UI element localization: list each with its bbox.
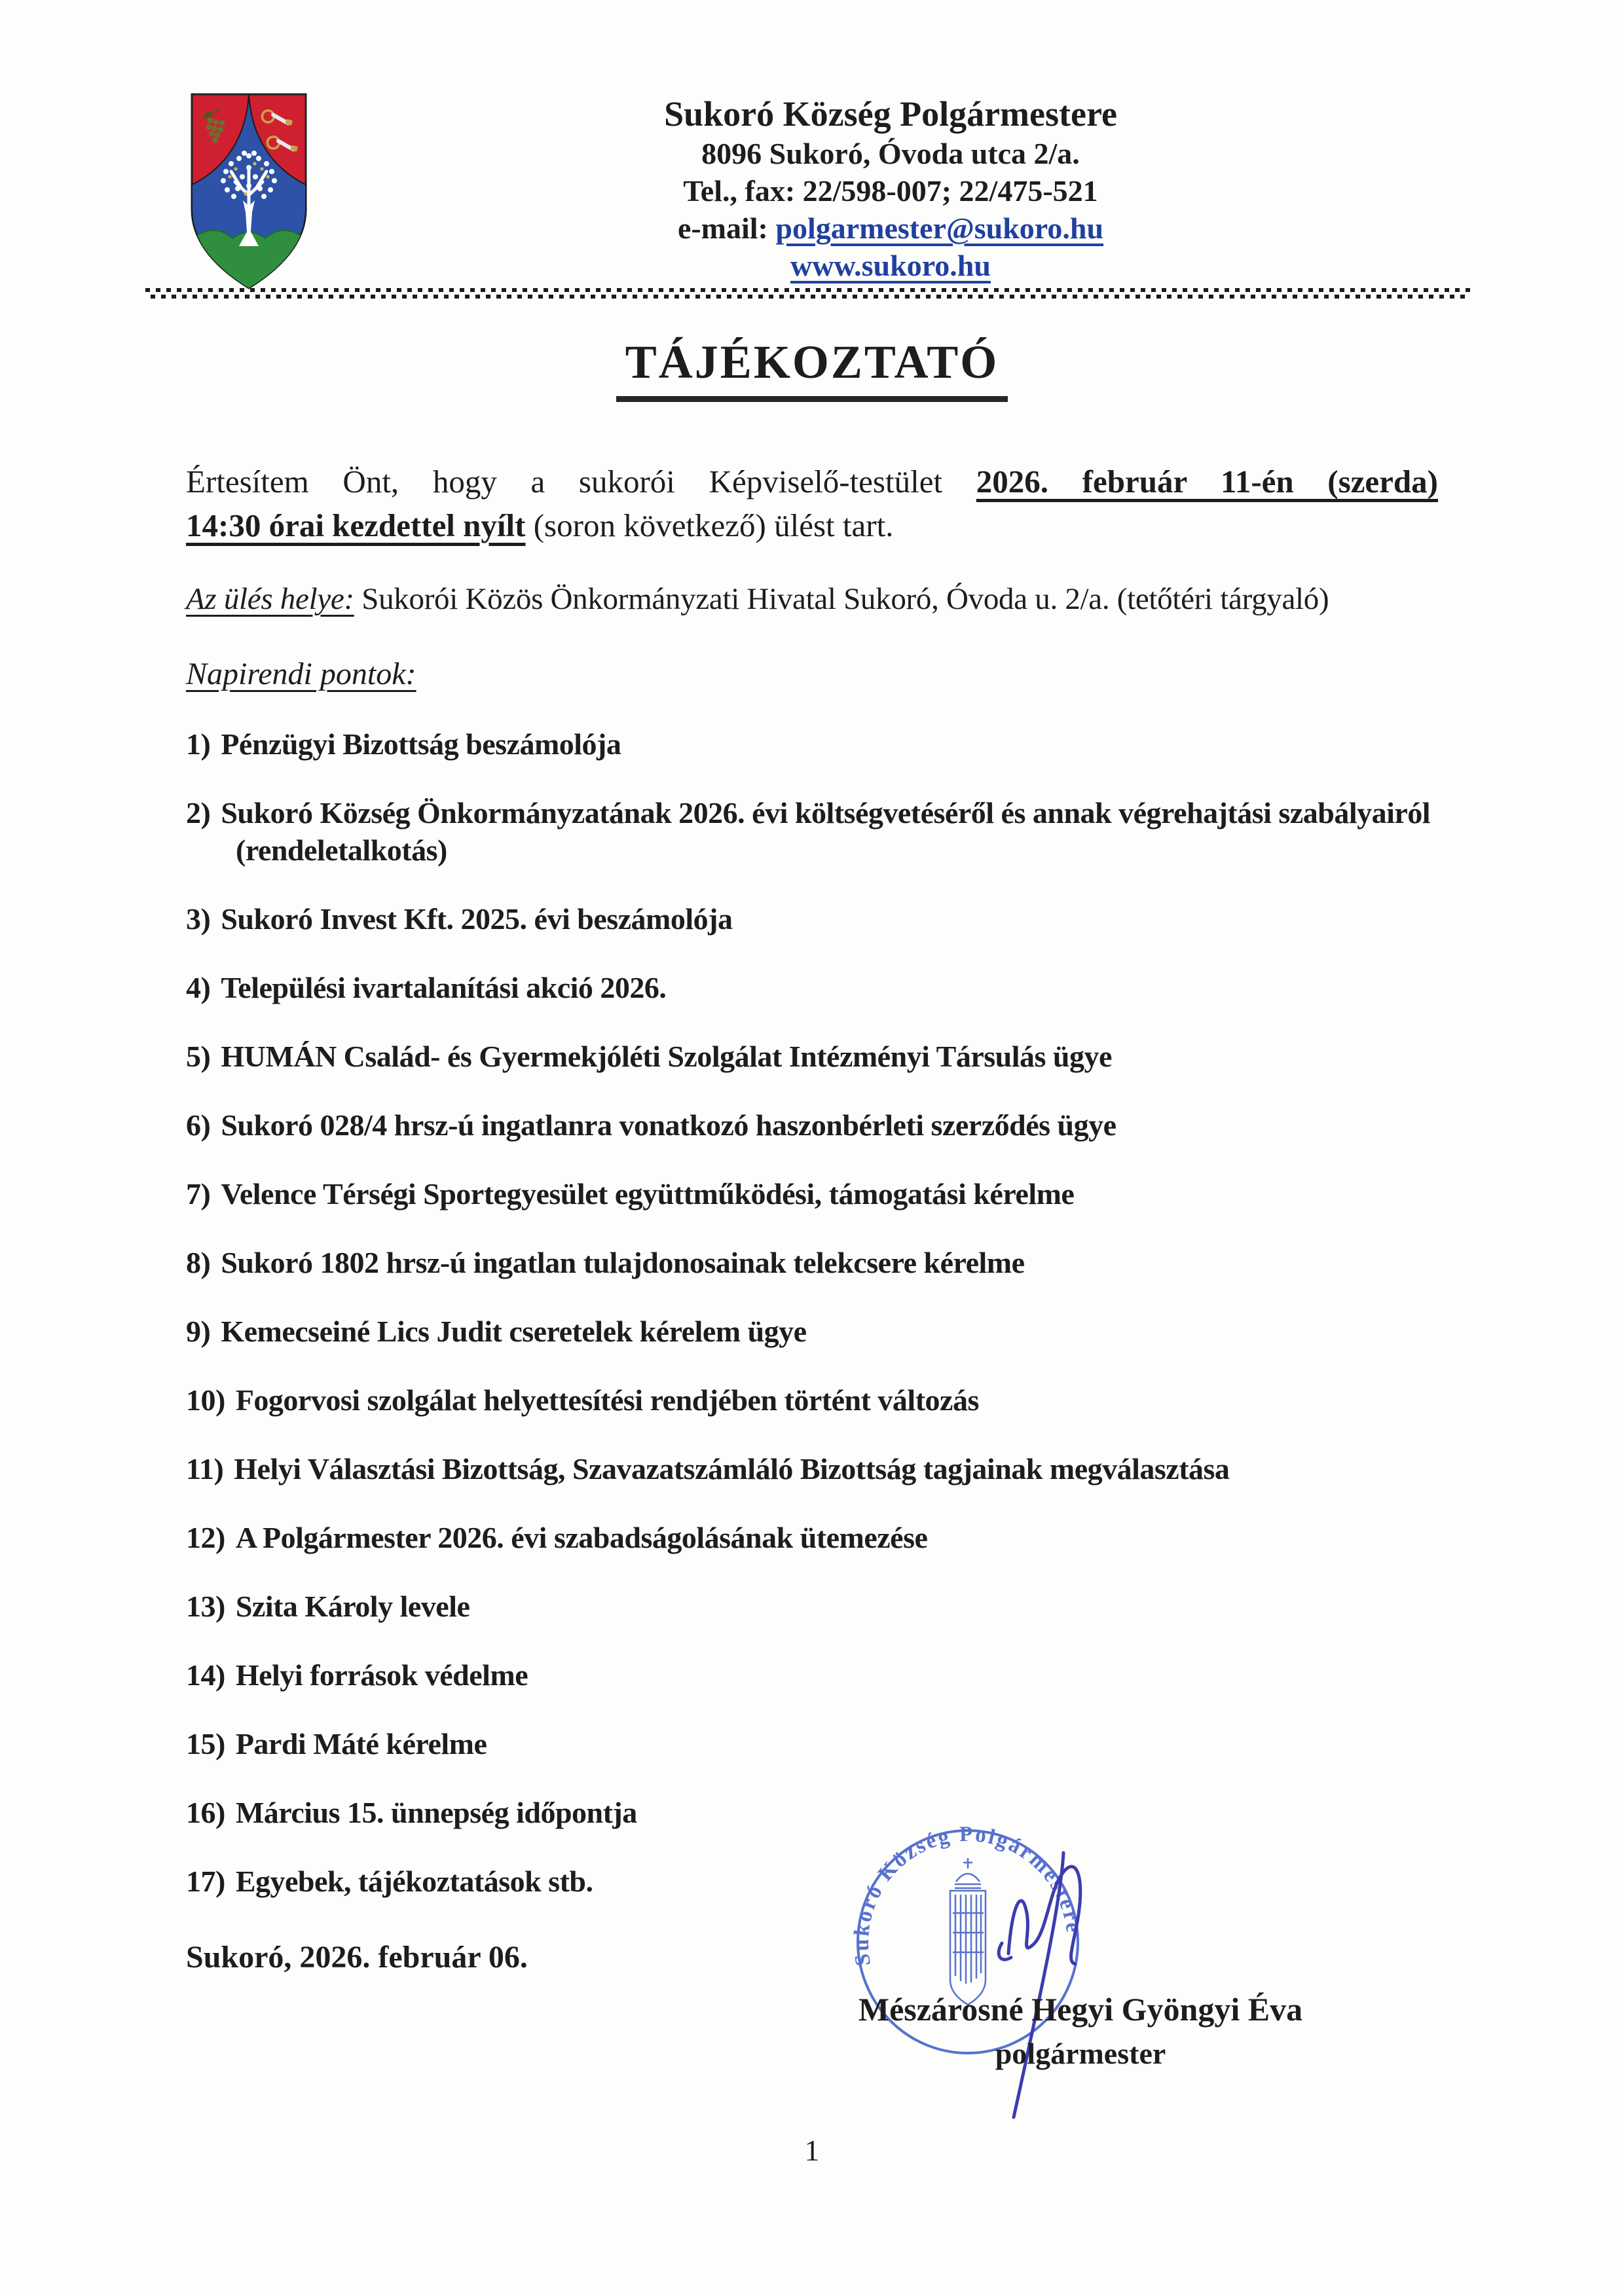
website-link[interactable]: www.sukoro.hu <box>790 249 991 282</box>
meeting-place-line <box>186 581 1329 617</box>
stamp-text: Sukoró Község Polgármestere <box>849 1822 1086 1968</box>
agenda-item-14: 14) Helyi források védelme <box>186 1658 528 1692</box>
agenda-item-2: 2) Sukoró Község Önkormányzatának 2026. évi költségvetéséről és annak végrehajtási szabályairól (rendeletalkotás) <box>186 796 1431 867</box>
org-website-line <box>367 247 1414 284</box>
agenda-item-11: 11) Helyi Választási Bizottság, Szavazatszámláló Bizottság tagjainak megválasztása <box>186 1452 1230 1485</box>
agenda-item-12: 12) A Polgármester 2026. évi szabadságolásának ütemezése <box>186 1521 928 1554</box>
title-row <box>0 335 1624 402</box>
page-number: 1 <box>804 2134 820 2167</box>
agenda-item-5: 5) HUMÁN Család- és Gyermekjóléti Szolgálat Intézményi Társulás ügye <box>186 1040 1112 1073</box>
meeting-place-value: Sukorói Közös Önkormányzati Hivatal Sukoró, Óvoda u. 2/a. (tetőtéri tárgyaló) <box>361 582 1329 616</box>
intro-paragraph <box>186 460 1438 547</box>
email-label: e-mail: <box>677 211 768 245</box>
org-name: Sukoró Község Polgármestere <box>664 94 1117 134</box>
intro-text-2: (soron következő) ülést tart. <box>533 507 894 543</box>
agenda-item-8: 8) Sukoró 1802 hrsz-ú ingatlan tulajdonosainak telekcsere kérelme <box>186 1246 1025 1279</box>
email-link[interactable]: polgarmester@sukoro.hu <box>775 211 1104 245</box>
signer-name: Mészárosné Hegyi Gyöngyi Éva <box>858 1991 1303 2028</box>
meeting-place-label: Az ülés helye: <box>186 582 354 616</box>
agenda-item-17: 17) Egyebek, tájékoztatások stb. <box>186 1865 593 1898</box>
intro-line-2 <box>186 503 1438 547</box>
meeting-date-bold: 2026. február 11-én (szerda) <box>976 464 1438 500</box>
meeting-time-bold: 14:30 órai kezdettel nyílt <box>186 507 526 543</box>
date-line: Sukoró, 2026. február 06. <box>186 1940 528 1975</box>
agenda-item-4: 4) Települési ivartalanítási akció 2026. <box>186 971 667 1004</box>
sukoro-coat-of-arms-icon <box>187 90 311 292</box>
agenda-heading <box>186 656 416 692</box>
agenda-item-6: 6) Sukoró 028/4 hrsz-ú ingatlanra vonatkozó haszonbérleti szerződés ügye <box>186 1108 1116 1142</box>
agenda-item-7: 7) Velence Térségi Sportegyesület együttműködési, támogatási kérelme <box>186 1177 1075 1211</box>
letterhead <box>367 93 1414 284</box>
agenda-item-10: 10) Fogorvosi szolgálat helyettesítési rendjében történt változás <box>186 1383 979 1417</box>
signer-title: polgármester <box>995 2037 1166 2070</box>
agenda-item-9: 9) Kemecseiné Lics Judit cseretelek kérelem ügye <box>186 1315 807 1348</box>
stamp-and-signature <box>805 1815 1225 2123</box>
agenda-item-16: 16) Március 15. ünnepség időpontja <box>186 1796 637 1829</box>
page-title: TÁJÉKOZTATÓ <box>616 335 1008 402</box>
agenda-item-13: 13) Szita Károly levele <box>186 1590 470 1623</box>
agenda-item-1: 1) Pénzügyi Bizottság beszámolója <box>186 727 621 761</box>
org-tel-fax: Tel., fax: 22/598-007; 22/475-521 <box>683 174 1098 208</box>
org-email-line <box>367 210 1414 247</box>
intro-line-1 <box>186 460 1438 503</box>
org-address: 8096 Sukoró, Óvoda utca 2/a. <box>701 137 1080 170</box>
signature-block <box>819 1990 1342 2071</box>
agenda-item-3: 3) Sukoró Invest Kft. 2025. évi beszámolója <box>186 902 733 936</box>
agenda-item-15: 15) Pardi Máté kérelme <box>186 1727 487 1760</box>
agenda-heading-label: Napirendi pontok: <box>186 657 416 691</box>
stamp-emblem <box>950 1858 986 2005</box>
agenda-list <box>186 725 1450 1931</box>
intro-text: Értesítem Önt, hogy a sukorói Képviselő-testület <box>186 464 943 500</box>
decorative-separator <box>145 288 1471 299</box>
